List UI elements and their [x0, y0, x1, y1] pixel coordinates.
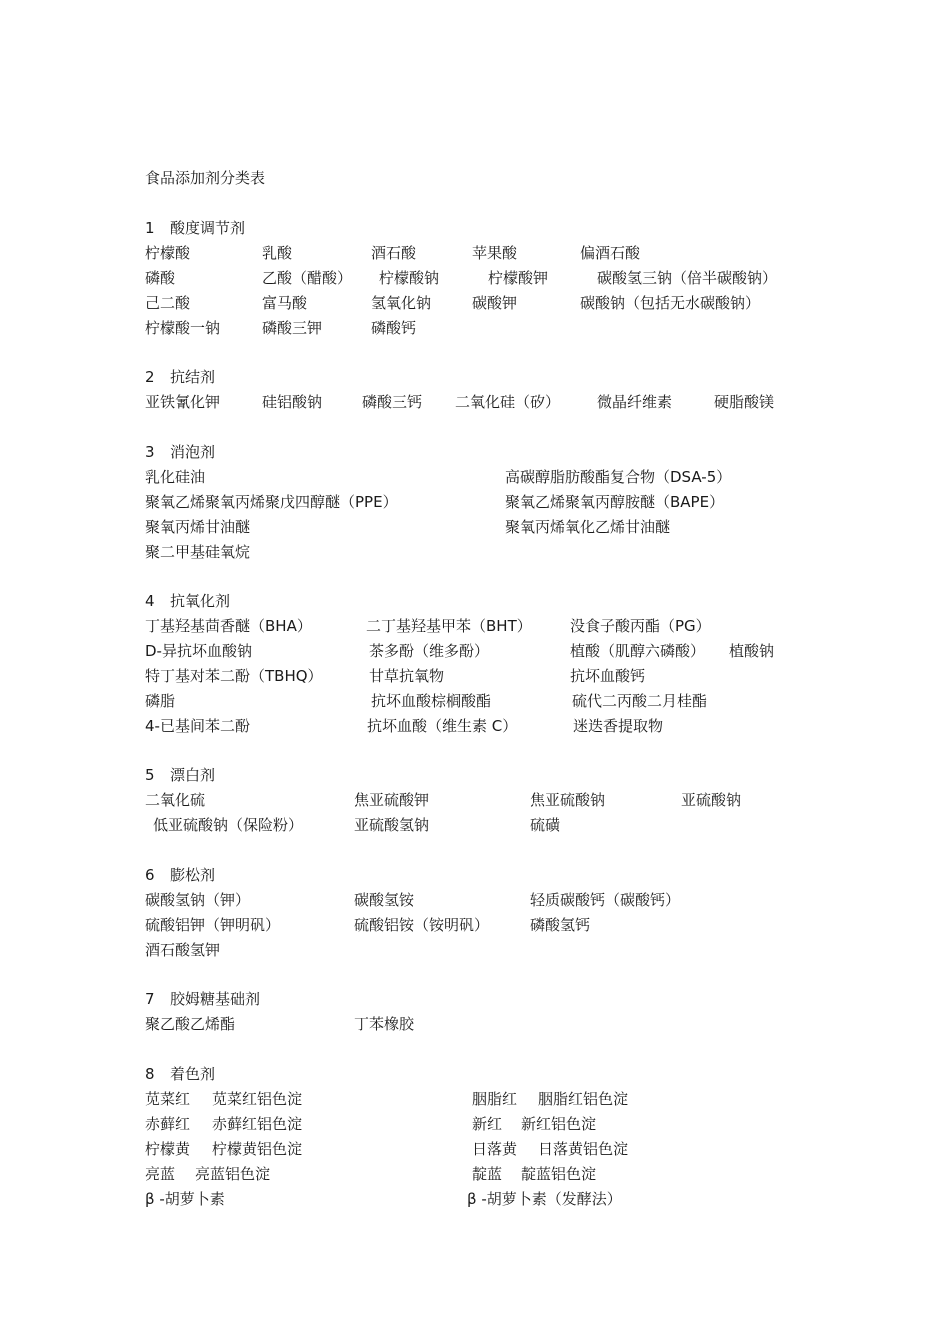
additive-item: 硫酸铝铵（铵明矾）	[354, 916, 490, 934]
additive-item: 柠檬酸钠	[379, 269, 440, 287]
section-number: 3	[145, 443, 155, 461]
additive-item: 磷酸钙	[371, 319, 417, 337]
section-title: 漂白剂	[170, 766, 216, 784]
additive-item: 富马酸	[262, 294, 308, 312]
additive-item: 亚硫酸氢钠	[354, 816, 430, 834]
additive-item: 偏酒石酸	[580, 244, 641, 262]
additive-item: 抗坏血酸钙	[570, 667, 646, 685]
additive-item: 亚硫酸钠	[681, 791, 742, 809]
additive-item: 日落黄	[472, 1140, 518, 1158]
additive-item: 氢氧化钠	[371, 294, 432, 312]
additive-item: 迷迭香提取物	[573, 717, 664, 735]
section-number: 1	[145, 219, 155, 237]
section-title: 抗结剂	[170, 368, 216, 386]
additive-item: 柠檬酸	[145, 244, 191, 262]
section-heading	[145, 865, 215, 885]
section-heading	[145, 218, 245, 238]
additive-item: 甘草抗氧物	[369, 667, 445, 685]
additive-item: 特丁基对苯二酚（TBHQ）	[145, 667, 323, 685]
additive-item: 硫代二丙酸二月桂酯	[572, 692, 708, 710]
additive-item: 聚二甲基硅氧烷	[145, 543, 251, 561]
section-title: 膨松剂	[170, 866, 216, 884]
additive-item: 日落黄铝色淀	[538, 1140, 629, 1158]
additive-item: 靛蓝	[472, 1165, 503, 1183]
additive-item: 新红铝色淀	[521, 1115, 597, 1133]
additive-item: 柠檬黄	[145, 1140, 191, 1158]
section-number: 5	[145, 766, 155, 784]
additive-item: 磷酸	[145, 269, 176, 287]
additive-item: 硅铝酸钠	[262, 393, 323, 411]
additive-item: 酒石酸氢钾	[145, 941, 221, 959]
additive-item: 聚氧乙烯聚氧丙醇胺醚（BAPE）	[505, 493, 725, 511]
additive-item: 磷酸氢钙	[530, 916, 591, 934]
additive-item: 4-已基间苯二酚	[145, 717, 250, 735]
section-number: 8	[145, 1065, 155, 1083]
additive-item: 焦亚硫酸钠	[530, 791, 606, 809]
section-number: 2	[145, 368, 155, 386]
additive-item: 亮蓝铝色淀	[195, 1165, 271, 1183]
additive-item: 抗坏血酸（维生素 C）	[367, 717, 518, 735]
additive-item: 低亚硫酸钠（保险粉）	[153, 816, 304, 834]
additive-item: 碳酸钾	[472, 294, 518, 312]
additive-item: 靛蓝铝色淀	[521, 1165, 597, 1183]
additive-item: 碳酸钠（包括无水碳酸钠）	[580, 294, 761, 312]
additive-item: 抗坏血酸棕榈酸酯	[371, 692, 492, 710]
additive-item: 赤藓红	[145, 1115, 191, 1133]
additive-item: 茶多酚（维多酚）	[369, 642, 490, 660]
additive-item: 柠檬酸钾	[488, 269, 549, 287]
additive-item: 二氧化硅（矽）	[455, 393, 561, 411]
additive-item: 二丁基羟基甲苯（BHT）	[366, 617, 532, 635]
additive-item: 二氧化硫	[145, 791, 206, 809]
additive-item: 轻质碳酸钙（碳酸钙）	[530, 891, 681, 909]
additive-item: 柠檬黄铝色淀	[212, 1140, 303, 1158]
additive-item: 丁基羟基茴香醚（BHA）	[145, 617, 312, 635]
additive-item: 植酸钠	[729, 642, 775, 660]
additive-item: 聚氧丙烯氧化乙烯甘油醚	[505, 518, 671, 536]
additive-item: 己二酸	[145, 294, 191, 312]
additive-item: 新红	[472, 1115, 503, 1133]
section-heading	[145, 1064, 215, 1084]
document-title: 食品添加剂分类表	[145, 169, 266, 187]
section-heading	[145, 442, 215, 462]
additive-item: 碳酸氢三钠（倍半碳酸钠）	[597, 269, 778, 287]
additive-item: 磷酸三钙	[362, 393, 423, 411]
additive-item: 碳酸氢铵	[354, 891, 415, 909]
additive-item: 乙酸（醋酸）	[262, 269, 353, 287]
section-title: 胶姆糖基础剂	[170, 990, 261, 1008]
additive-item: 胭脂红铝色淀	[538, 1090, 629, 1108]
additive-item: 亮蓝	[145, 1165, 176, 1183]
additive-item: 磷脂	[145, 692, 176, 710]
additive-item: 苋菜红铝色淀	[212, 1090, 303, 1108]
additive-item: 酒石酸	[371, 244, 417, 262]
additive-item: 苋菜红	[145, 1090, 191, 1108]
additive-item: 乳化硅油	[145, 468, 206, 486]
additive-item: 赤藓红铝色淀	[212, 1115, 303, 1133]
additive-item: 磷酸三钾	[262, 319, 323, 337]
additive-item: 微晶纤维素	[597, 393, 673, 411]
section-title: 酸度调节剂	[170, 219, 246, 237]
section-number: 4	[145, 592, 155, 610]
additive-item: β -胡萝卜素	[145, 1190, 225, 1208]
additive-item: D-异抗坏血酸钠	[145, 642, 252, 660]
additive-item: β -胡萝卜素（发酵法）	[467, 1190, 622, 1208]
additive-item: 聚氧乙烯聚氧丙烯聚戊四醇醚（PPE）	[145, 493, 398, 511]
section-title: 着色剂	[170, 1065, 216, 1083]
additive-item: 聚乙酸乙烯酯	[145, 1015, 236, 1033]
section-title: 抗氧化剂	[170, 592, 231, 610]
section-title: 消泡剂	[170, 443, 216, 461]
additive-item: 没食子酸丙酯（PG）	[570, 617, 711, 635]
additive-item: 硬脂酸镁	[714, 393, 775, 411]
additive-item: 苹果酸	[472, 244, 518, 262]
section-heading	[145, 765, 215, 785]
additive-item: 硫磺	[530, 816, 561, 834]
additive-item: 丁苯橡胶	[354, 1015, 415, 1033]
additive-item: 亚铁氰化钾	[145, 393, 221, 411]
additive-item: 硫酸铝钾（钾明矾）	[145, 916, 281, 934]
additive-item: 聚氧丙烯甘油醚	[145, 518, 251, 536]
section-number: 6	[145, 866, 155, 884]
section-number: 7	[145, 990, 155, 1008]
section-heading	[145, 591, 230, 611]
additive-item: 碳酸氢钠（钾）	[145, 891, 251, 909]
additive-item: 植酸（肌醇六磷酸）	[570, 642, 706, 660]
additive-item: 柠檬酸一钠	[145, 319, 221, 337]
additive-item: 焦亚硫酸钾	[354, 791, 430, 809]
additive-item: 乳酸	[262, 244, 293, 262]
section-heading	[145, 367, 215, 387]
additive-item: 胭脂红	[472, 1090, 518, 1108]
section-heading	[145, 989, 260, 1009]
additive-item: 高碳醇脂肪酸酯复合物（DSA-5）	[505, 468, 732, 486]
